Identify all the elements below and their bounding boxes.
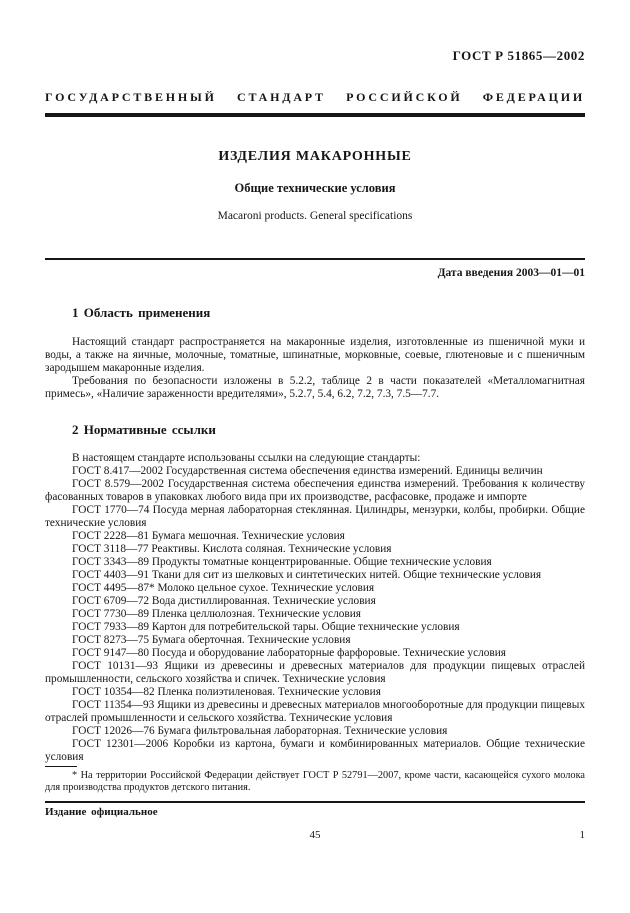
title-divider-rule bbox=[45, 258, 585, 260]
footnote-separator bbox=[45, 766, 77, 767]
paragraph: ГОСТ 10131—93 Ящики из древесины и древесных материалов для продукции пищевых отраслей промышленности, сельского хозяйства и спичек. Технические условия bbox=[45, 660, 585, 685]
paragraph: ГОСТ 3343—89 Продукты томатные концентрированные. Общие технические условия bbox=[72, 556, 492, 568]
paragraph: ГОСТ 9147—80 Посуда и оборудование лабораторные фарфоровые. Технические условия bbox=[72, 647, 506, 659]
document-title-english: Macaroni products. General specifications bbox=[217, 210, 413, 222]
paragraph: ГОСТ 4495—87* Молоко цельное сухое. Технические условия bbox=[72, 582, 375, 594]
paragraph: ГОСТ 4403—91 Ткани для сит из шелковых и синтетических нитей. Общие технические условия bbox=[72, 569, 542, 581]
section-1-paragraphs bbox=[45, 336, 585, 401]
paragraph: В настоящем стандарте использованы ссылки на следующие стандарты: bbox=[72, 452, 421, 464]
page-number-right: 1 bbox=[579, 829, 585, 842]
section-2-paragraphs bbox=[45, 452, 585, 764]
paragraph: Настоящий стандарт распространяется на макаронные изделия, изготовленные из пшеничной муки и воды, а также на яичные, молочные, томатные, шпинатные, морковные, соевые, глютеновые и с пшеничным зародышем макаронные изделия. bbox=[45, 336, 585, 374]
page-numbers bbox=[45, 829, 585, 841]
section-2-heading: 2 Нормативные ссылки bbox=[72, 422, 216, 437]
document-subtitle: Общие технические условия bbox=[234, 181, 396, 195]
paragraph: ГОСТ 3118—77 Реактивы. Кислота соляная. Технические условия bbox=[72, 543, 392, 555]
paragraph: ГОСТ 7730—89 Пленка целлюлозная. Технические условия bbox=[72, 608, 361, 620]
paragraph: Требования по безопасности изложены в 5.2.2, таблице 2 в части показателей «Металломагнитная примесь», «Наличие зараженности вредителями», 5.2.7, 5.4, 6.2, 7.2, 7.3, 7.5—7.7. bbox=[45, 375, 585, 400]
paragraph: ГОСТ 11354—93 Ящики из древесины и древесных материалов многооборотные для продукции пищевых отраслей промышленности и сельского хозяйства. Технические условия bbox=[45, 699, 585, 724]
effective-date: Дата введения 2003—01—01 bbox=[437, 267, 585, 279]
section-scope bbox=[45, 305, 585, 401]
paragraph: ГОСТ 2228—81 Бумага мешочная. Технические условия bbox=[72, 530, 345, 542]
footnote-text: * На территории Российской Федерации действует ГОСТ Р 52791—2007, кроме части, касающейся сухого молока для производства продуктов детского питания. bbox=[45, 770, 585, 793]
paragraph: ГОСТ 12026—76 Бумага фильтровальная лабораторная. Технические условия bbox=[72, 725, 448, 737]
paragraph: ГОСТ 8.579—2002 Государственная система обеспечения единства измерений. Требования к количеству фасованных товаров в упаковках любого вида при их производстве, расфасовке, продаже и импорте bbox=[45, 478, 585, 503]
paragraph: ГОСТ 1770—74 Посуда мерная лабораторная стеклянная. Цилиндры, мензурки, колбы, пробирки. Общие технические условия bbox=[45, 504, 585, 529]
edition-label: Издание официальное bbox=[45, 806, 158, 819]
paragraph: ГОСТ 8273—75 Бумага оберточная. Технические условия bbox=[72, 634, 351, 646]
header-rule bbox=[45, 113, 585, 117]
paragraph: ГОСТ 6709—72 Вода дистиллированная. Технические условия bbox=[72, 595, 376, 607]
footer-rule bbox=[45, 801, 585, 804]
paragraph: ГОСТ 10354—82 Пленка полиэтиленовая. Технические условия bbox=[72, 686, 381, 698]
section-normative-references bbox=[45, 422, 585, 764]
document-title: ИЗДЕЛИЯ МАКАРОННЫЕ bbox=[218, 149, 412, 164]
page-number-center: 45 bbox=[309, 829, 321, 842]
doc-number: ГОСТ Р 51865—2002 bbox=[452, 48, 585, 63]
paragraph: ГОСТ 8.417—2002 Государственная система обеспечения единства измерений. Единицы величин bbox=[72, 465, 543, 477]
paragraph: ГОСТ 7933—89 Картон для потребительской тары. Общие технические условия bbox=[72, 621, 460, 633]
standard-type-line: ГОСУДАРСТВЕННЫЙ СТАНДАРТ РОССИЙСКОЙ ФЕДЕРАЦИИ bbox=[45, 90, 585, 104]
page-footer bbox=[45, 766, 585, 841]
paragraph: ГОСТ 12301—2006 Коробки из картона, бумаги и комбинированных материалов. Общие технические условия bbox=[45, 738, 585, 763]
section-1-heading: 1 Область применения bbox=[72, 305, 211, 320]
